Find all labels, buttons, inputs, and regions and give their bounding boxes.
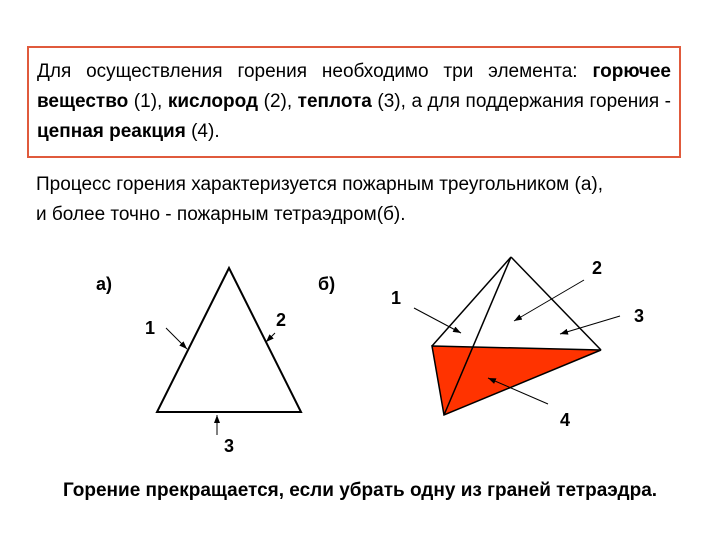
tetrahedron-base-face xyxy=(432,346,601,415)
triangle-label-3: 3 xyxy=(224,436,235,456)
intro-heat: теплота xyxy=(297,91,372,112)
fire-tetrahedron xyxy=(318,257,644,430)
tetrahedron-caption: б) xyxy=(318,274,336,294)
description-line-2: и более точно - пожарным тетраэдром(б). xyxy=(36,204,406,225)
intro-text-2: (1), xyxy=(128,91,168,112)
tetra-edge-apex-right xyxy=(511,257,601,350)
tetrahedron-label-4: 4 xyxy=(560,410,571,430)
conclusion-text: Горение прекращается, если убрать одну из граней тетраэдра. xyxy=(62,480,658,501)
triangle-label-2: 2 xyxy=(276,310,287,330)
tetra-edge-apex-left xyxy=(432,257,511,346)
tetra-arrow-3 xyxy=(560,316,620,334)
intro-text-1: Для осуществления горения необходимо три элемента: xyxy=(37,61,593,82)
description-line-1: Процесс горения характеризуется пожарным треугольником (а), xyxy=(36,174,604,195)
tetrahedron-label-2: 2 xyxy=(592,258,603,278)
triangle-arrow-1 xyxy=(166,328,187,349)
tetrahedron-label-1: 1 xyxy=(391,288,402,308)
intro-text-3: (2), xyxy=(258,91,298,112)
intro-text-4: (3), а для поддержания горения - xyxy=(371,91,671,112)
fire-triangle xyxy=(96,268,301,456)
intro-fuel: горючее вещество xyxy=(37,61,671,112)
triangle-label-1: 1 xyxy=(145,318,156,338)
triangle-arrow-2 xyxy=(266,333,275,342)
intro-text-5: (4). xyxy=(185,121,220,142)
intro-chain-reaction: цепная реакция xyxy=(37,121,186,142)
tetrahedron-label-3: 3 xyxy=(634,306,645,326)
triangle-caption: а) xyxy=(96,274,113,294)
intro-oxygen: кислород xyxy=(167,91,259,112)
tetra-arrow-2 xyxy=(514,280,584,321)
